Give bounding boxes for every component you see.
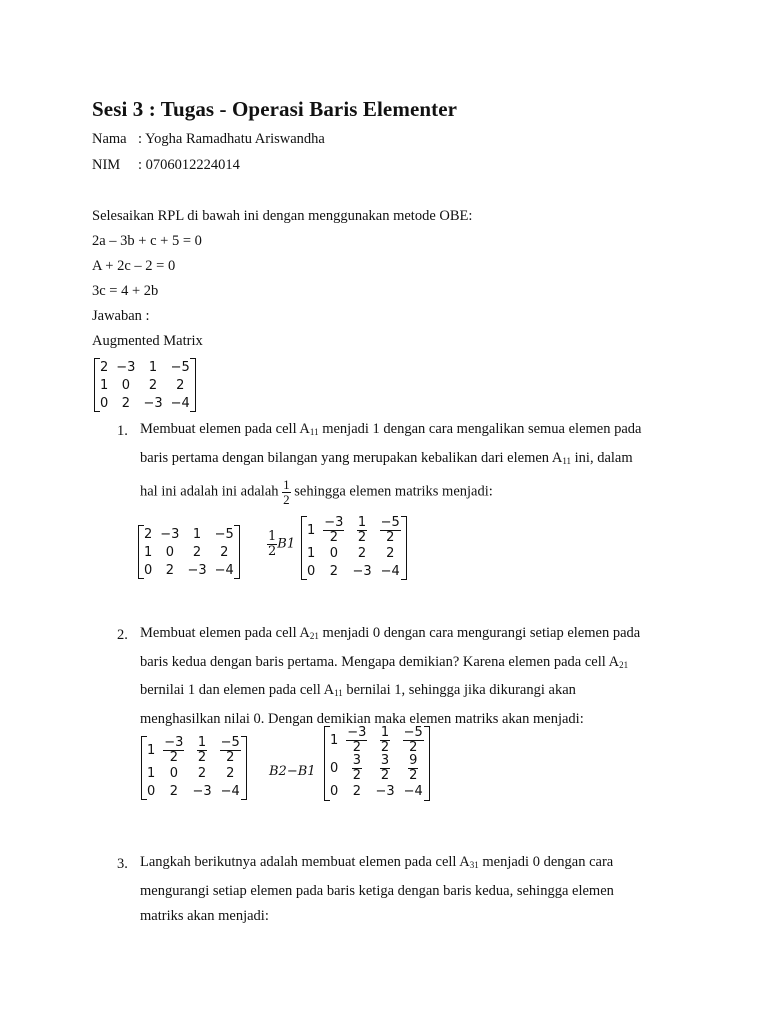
equation-2: A + 2c – 2 = 0: [92, 258, 176, 274]
augmented-matrix-table: [96, 358, 194, 412]
left-bracket: [141, 736, 147, 800]
step-3-line-1: Langkah berikutnya adalah membuat elemen pada cell A: [140, 854, 470, 870]
step-2-before-cell: $\frac{1}{2}$: [197, 735, 207, 765]
step-2-line-2: baris kedua dengan baris pertama. Mengapa demikian? Karena elemen pada cell A: [140, 653, 620, 670]
step-2-text: [140, 621, 674, 732]
step-2-after-cell: $\frac{3}{2}$: [352, 753, 361, 783]
step-1-line-1b: menjadi 1 dengan cara mengalikan semua elemen pada: [318, 421, 642, 437]
step-1-after-row: [303, 544, 405, 562]
right-bracket: [424, 726, 430, 801]
step-2-after-cell: $\frac{-3}{2}$: [347, 725, 367, 755]
step-1-before-cell: 2: [165, 562, 174, 578]
problem-intro: Selesaikan RPL di bawah ini dengan menggunakan metode OBE:: [92, 208, 473, 224]
op-1-text: B1: [277, 536, 296, 552]
step-1-number: 1.: [117, 423, 128, 439]
step-3-number: 3.: [117, 856, 128, 872]
nim-row: [92, 157, 240, 174]
left-bracket: [324, 726, 330, 801]
step-1-before-cell: 1: [144, 544, 153, 560]
step-1-after-row: [303, 562, 405, 580]
right-bracket: [190, 358, 196, 412]
step-2-matrix-before-table: [143, 736, 245, 800]
step-2-line-1b: menjadi 0 dengan cara mengurangi setiap elemen pada: [318, 625, 641, 641]
step-2-before-cell: 2: [226, 765, 235, 781]
step-1-after-cell: −4: [380, 563, 400, 579]
step-1-fraction-numerator: 1: [283, 477, 290, 492]
step-1-before-row: [140, 561, 238, 579]
step-1-line-3: hal ini adalah ini adalah: [140, 483, 283, 500]
step-1-matrix-after-table: [303, 516, 405, 580]
step-2-after-cell: −3: [375, 784, 395, 800]
step-2-number: 2.: [117, 627, 128, 643]
step-1-after-cell: $\frac{-3}{2}$: [324, 515, 344, 545]
right-bracket: [401, 516, 407, 580]
left-bracket: [94, 358, 100, 412]
step-2-subscript-1: 21: [309, 631, 319, 641]
augmented-matrix-cell: 2: [148, 377, 158, 393]
step-1-before-cell: −3: [187, 562, 207, 578]
augmented-matrix-cell: 2: [100, 359, 109, 375]
nim-value: : 0706012224014: [138, 157, 240, 173]
right-bracket: [234, 525, 240, 579]
step-2-before-row: [143, 782, 245, 800]
step-2-line-3b: bernilai 1, sehingga jika dikurangi akan: [342, 682, 576, 698]
equation-1: 2a – 3b + c + 5 = 0: [92, 233, 202, 249]
step-1-subscript-2: 11: [562, 455, 572, 466]
step-1-before-row: [140, 525, 238, 543]
augmented-matrix-cell: 0: [121, 377, 130, 393]
step-2-after-row: [326, 754, 428, 782]
step-3-line-1b: menjadi 0 dengan cara: [478, 854, 614, 870]
op-1-fraction-numerator: 1: [268, 529, 277, 544]
nim-label: NIM: [92, 157, 121, 173]
step-2-line-3: bernilai 1 dan elemen pada cell A: [140, 682, 335, 698]
step-1-before-cell: 0: [165, 544, 174, 560]
name-row: [92, 131, 325, 148]
answer-label: Jawaban :: [92, 308, 150, 324]
step-2-before-cell: 1: [147, 742, 156, 758]
step-1-after-cell: $\frac{-5}{2}$: [380, 515, 400, 545]
augmented-matrix-label: Augmented Matrix: [92, 333, 203, 349]
step-2-after-cell: $\frac{1}{2}$: [380, 725, 390, 755]
op-1-fraction-denominator: 2: [268, 543, 277, 559]
step-2-before-cell: $\frac{-3}{2}$: [164, 735, 184, 765]
step-1-matrix-before: [140, 525, 238, 579]
step-1-subscript-1: 11: [309, 427, 319, 437]
augmented-matrix-cell: 1: [100, 377, 109, 393]
equation-3: 3c = 4 + 2b: [92, 283, 159, 299]
step-2-before-cell: 0: [169, 765, 178, 781]
augmented-matrix-cell: −5: [170, 359, 190, 375]
step-1-after-row: [303, 516, 405, 544]
name-value: : Yogha Ramadhatu Ariswandha: [138, 131, 325, 147]
augmented-matrix-row: [96, 394, 194, 412]
step-3-line-3: matriks akan menjadi:: [140, 908, 269, 924]
step-2-before-cell: 2: [197, 765, 207, 781]
step-2-before-row: [143, 736, 245, 764]
right-bracket: [241, 736, 247, 800]
step-1-before-cell: 2: [144, 526, 153, 542]
left-bracket: [301, 516, 307, 580]
step-2-matrix-before: [143, 736, 245, 800]
step-1-after-cell: 2: [329, 563, 338, 579]
step-1-line-2b: ini, dalam: [571, 449, 633, 466]
step-3-text: [140, 850, 674, 930]
augmented-matrix-cell: 1: [148, 359, 158, 375]
step-2-after-cell: 0: [330, 784, 339, 800]
step-2-after-cell: $\frac{9}{2}$: [409, 753, 418, 783]
step-1-line-3b: sehingga elemen matriks menjadi:: [290, 483, 493, 500]
step-1-operation: [267, 530, 295, 558]
left-bracket: [138, 525, 144, 579]
name-label: Nama: [92, 131, 127, 147]
step-1-after-cell: 1: [307, 545, 316, 561]
step-1-after-cell: 2: [386, 545, 395, 561]
step-2-matrix-after: [326, 726, 428, 801]
step-1-line-1: Membuat elemen pada cell A: [140, 421, 310, 437]
step-2-after-row: [326, 783, 428, 801]
step-2-line-1: Membuat elemen pada cell A: [140, 625, 310, 641]
step-1-after-cell: 1: [307, 522, 316, 538]
step-1-after-cell: $\frac{1}{2}$: [357, 515, 367, 545]
augmented-matrix-cell: −4: [170, 395, 190, 411]
augmented-matrix-cell: −3: [116, 359, 136, 375]
augmented-matrix-cell: 2: [176, 377, 185, 393]
step-2-after-row: [326, 726, 428, 754]
step-1-line-2: baris pertama dengan bilangan yang merupakan kebalikan dari elemen A: [140, 449, 563, 466]
step-1-text: [140, 417, 674, 506]
step-2-before-row: [143, 764, 245, 782]
augmented-matrix-cell: 2: [121, 395, 130, 411]
step-1-before-row: [140, 543, 238, 561]
step-1-before-cell: −4: [214, 562, 234, 578]
step-1-matrix-before-table: [140, 525, 238, 579]
step-2-subscript-2: 21: [619, 659, 629, 670]
step-1-before-cell: −5: [214, 526, 234, 542]
step-2-operation: B2−B1: [269, 764, 316, 779]
step-1-after-cell: −3: [352, 563, 372, 579]
step-1-before-cell: 2: [220, 544, 229, 560]
step-2-line-4: menghasilkan nilai 0. Dengan demikian maka elemen matriks akan menjadi:: [140, 710, 584, 727]
step-2-after-cell: $\frac{-5}{2}$: [403, 725, 423, 755]
augmented-matrix-row: [96, 358, 194, 376]
step-2-before-cell: $\frac{-5}{2}$: [220, 735, 240, 765]
step-1-after-cell: 0: [307, 563, 316, 579]
step-2-before-cell: 0: [147, 783, 156, 799]
augmented-matrix-cell: 0: [100, 395, 109, 411]
augmented-matrix: [96, 358, 194, 412]
step-3-line-2: mengurangi setiap elemen pada baris ketiga dengan baris kedua, sehingga elemen: [140, 882, 614, 899]
step-3-subscript-1: 31: [469, 860, 479, 870]
step-2-before-cell: 2: [169, 783, 178, 799]
step-2-after-cell: 2: [352, 784, 361, 800]
step-2-matrix-after-table: [326, 726, 428, 801]
step-2-subscript-3: 11: [334, 688, 343, 698]
step-2-after-cell: $\frac{3}{2}$: [380, 753, 390, 783]
step-2-after-cell: −4: [403, 784, 423, 800]
step-1-before-cell: −3: [160, 526, 180, 542]
step-2-after-cell: 1: [330, 732, 339, 748]
step-1-before-cell: 0: [144, 562, 153, 578]
step-1-before-cell: 1: [192, 526, 202, 542]
step-1-before-cell: 2: [192, 544, 202, 560]
step-1-after-cell: 2: [357, 545, 367, 561]
step-1-inline-fraction: [282, 478, 291, 506]
step-2-before-cell: −4: [220, 783, 240, 799]
augmented-matrix-cell: −3: [143, 395, 163, 411]
step-1-fraction-denominator: 2: [283, 491, 290, 507]
step-1-matrix-after: [303, 516, 405, 580]
step-2-before-cell: −3: [192, 783, 212, 799]
step-2-after-cell: 0: [330, 760, 339, 776]
page-title: Sesi 3 : Tugas - Operasi Baris Elementer: [92, 97, 458, 121]
augmented-matrix-row: [96, 376, 194, 394]
step-1-after-cell: 0: [329, 545, 338, 561]
step-2-before-cell: 1: [147, 765, 156, 781]
